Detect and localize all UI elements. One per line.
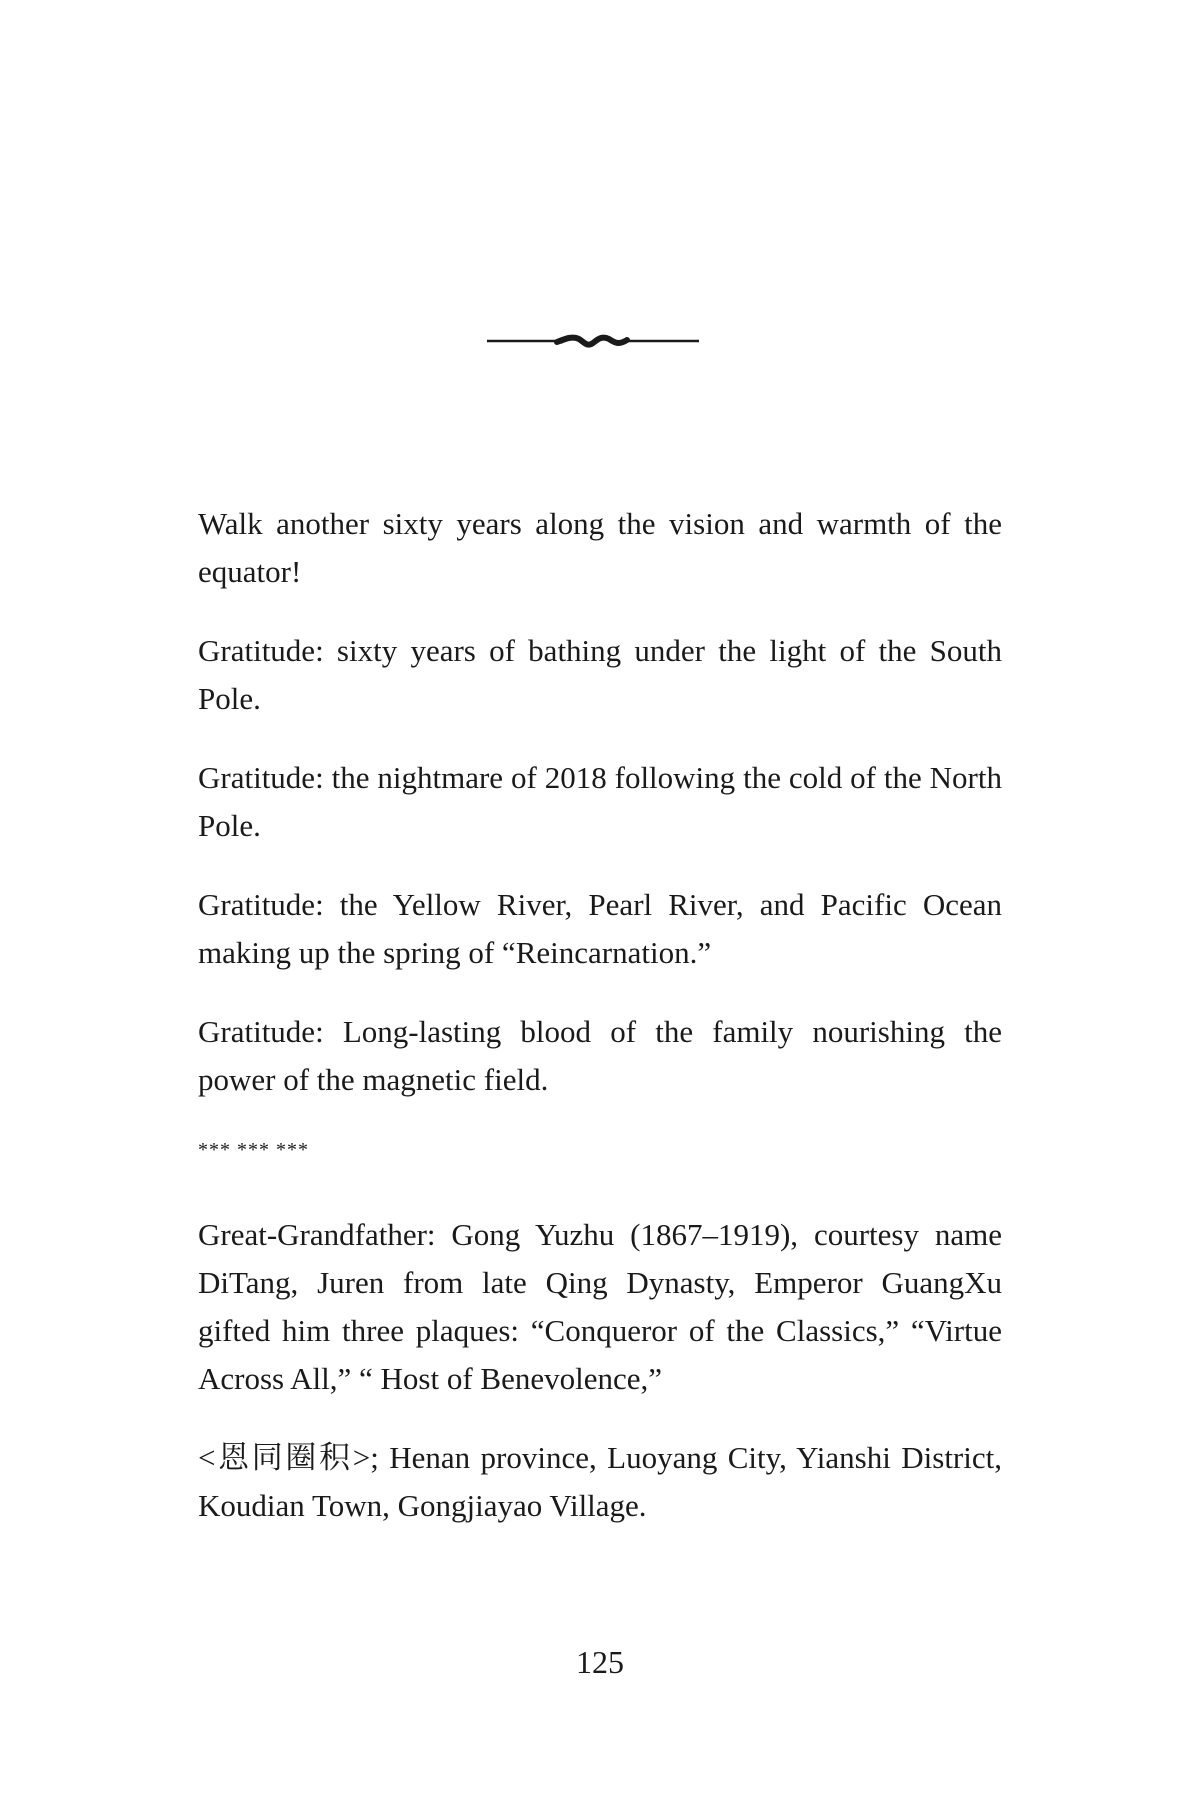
flourish-divider-icon (487, 328, 699, 354)
paragraph-hometown: <恩同圈积>; Henan province, Luoyang City, Yianshi District, Koudian Town, Gongjiayao Village. (198, 1440, 1002, 1523)
paragraph-family-blood: Gratitude: Long-lasting blood of the family nourishing the power of the magnetic field. (198, 1014, 1002, 1097)
paragraph-great-grandfather: Great-Grandfather: Gong Yuzhu (1867–1919), courtesy name DiTang, Juren from late Qing Dynasty, Emperor GuangXu gifted him three plaques: “Conqueror of the Classics,” “Virtue Across All,” “ Host of Benevolence,” (198, 1217, 1002, 1396)
page-body (198, 500, 1002, 1561)
section-separator: *** *** *** (198, 1139, 309, 1161)
page-number: 125 (576, 1644, 624, 1680)
paragraph-rivers: Gratitude: the Yellow River, Pearl River, and Pacific Ocean making up the spring of “Reincarnation.” (198, 887, 1002, 970)
paragraph-equator: Walk another sixty years along the vision and warmth of the equator! (198, 506, 1002, 589)
paragraph-south-pole: Gratitude: sixty years of bathing under the light of the South Pole. (198, 633, 1002, 716)
paragraph-north-pole: Gratitude: the nightmare of 2018 following the cold of the North Pole. (198, 760, 1002, 843)
